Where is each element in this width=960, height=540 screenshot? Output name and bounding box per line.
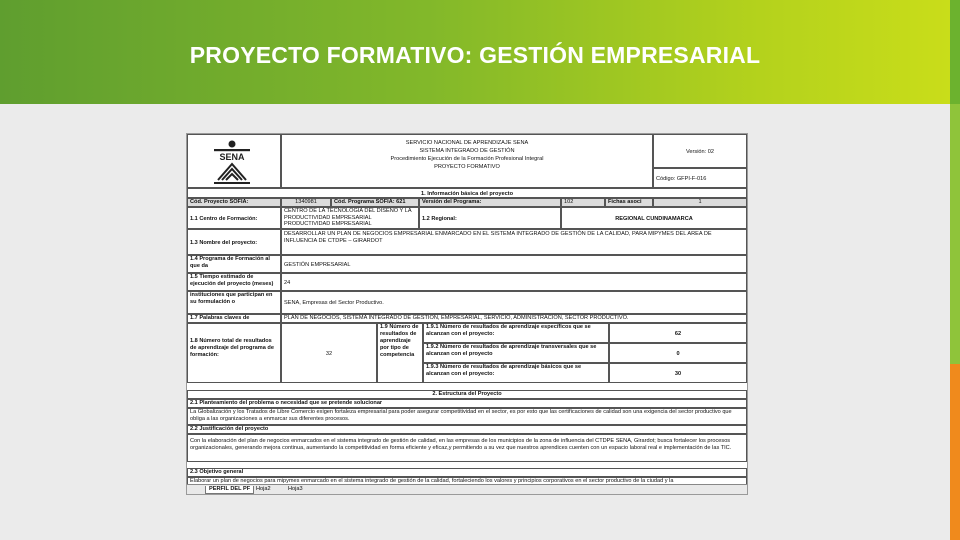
r192-value: 0	[609, 343, 747, 363]
header-text-cell	[281, 134, 653, 188]
programa-value: GESTIÓN EMPRESARIAL	[281, 255, 747, 273]
logo-cell	[187, 134, 281, 188]
r191-label: 1.9.1 Número de resultados de aprendizaje específicos que se alcanzan con el proyecto:	[423, 323, 609, 343]
side-accent-top	[950, 0, 960, 104]
empresas-value: SENA, Empresas del Sector Productivo.	[281, 291, 747, 314]
centro-label: 1.1 Centro de Formación:	[187, 207, 281, 229]
version-programa-label: Versión del Programa:	[419, 198, 561, 207]
slide-title: PROYECTO FORMATIVO: GESTIÓN EMPRESARIAL	[189, 42, 761, 68]
section-1-title: 1. Información básica del proyecto	[187, 188, 747, 198]
version-programa-value: 102	[561, 198, 605, 207]
regional-label: 1.2 Regional:	[419, 207, 561, 229]
programa-label: 1.4 Programa de Formación al que da	[187, 255, 281, 273]
r193-label: 1.9.3 Número de resultados de aprendizaje básicos que se alcanzan con el proyecto:	[423, 363, 609, 383]
sheet-tabs	[187, 484, 747, 494]
r191-value: 62	[609, 323, 747, 343]
resultados-label: 1.8 Número total de resultados de aprendizaje del programa de formación:	[187, 323, 281, 383]
nombre-value: DESARROLLAR UN PLAN DE NEGOCIOS EMPRESARIAL ENMARCADO EN EL SISTEMA INTEGRADO DE GESTIÓN DE LA CALIDAD, PARA MIPYMES DEL AREA DE INFLUENCIA DE CTDPE – GIRARDOT	[281, 229, 747, 255]
s22-text: Con la elaboración del plan de negocios enmarcados en el sistema integrado de gestión de calidad, en las empresas de los municipios de la zona de influencia del CTDPE SENA, Girardot; busca fortalecer los procesos organizacionales, generando mejora continua, aumentando la competitividad en forma eficiente y eficaz,y permitiendo a su vez que nuestros aprendices cuenten con un espacio laboral real e implementación de las TIC.	[187, 434, 747, 462]
palabras-value: PLAN DE NEGOCIOS, SISTEMA INTEGRADO DE GESTIÓN, EMPRESARIAL, SERVICIO, ADMINISTRACIÓN, SECTOR PRODUCTIVO.	[281, 314, 747, 323]
tipo-competencia-label: 1.9 Número de resultados de aprendizaje por tipo de competencia	[377, 323, 423, 383]
fichas-value: 1	[653, 198, 747, 207]
r193-value: 30	[609, 363, 747, 383]
s21-title: 2.1 Planteamiento del problema o necesidad que se pretende solucionar	[187, 399, 747, 408]
fichas-label: Fichas asoci	[605, 198, 653, 207]
palabras-label: 1.7 Palabras claves de	[187, 314, 281, 323]
logo-text: SENA	[219, 152, 245, 162]
tab-hoja2[interactable]: Hoja2	[256, 486, 271, 492]
code-cell: Código: GFPI-F-016	[653, 168, 747, 188]
header-line-2: SISTEMA INTEGRADO DE GESTIÓN	[419, 148, 515, 154]
s23-title: 2.3 Objetivo general	[187, 468, 747, 477]
version-cell: Versión: 02	[653, 134, 747, 168]
header-line-1: SERVICIO NACIONAL DE APRENDIZAJE SENA	[405, 140, 529, 146]
header-line-4: PROYECTO FORMATIVO	[434, 164, 500, 170]
s22-title: 2.2 Justificación del proyecto	[187, 425, 747, 434]
cod-proyecto-value: 1340981	[281, 198, 331, 207]
regional-value: REGIONAL CUNDINAMARCA	[561, 207, 747, 229]
s21-text: La Globalización y los Tratados de Libre Comercio exigen fortaleza empresarial para poder asegurar competitividad en el sector, es por esto que las certificaciones de calidad son una exigencia del sector productivo que obliga a las organizaciones a enmarcar sus diferentes procesos.	[187, 408, 747, 425]
side-accent-bar	[950, 0, 960, 540]
title-banner	[0, 0, 950, 104]
empresas-label: instituciones que participan en su formulación o	[187, 291, 281, 314]
nombre-label: 1.3 Nombre del proyecto:	[187, 229, 281, 255]
centro-value: CENTRO DE LA TECNOLOGIA DEL DISEÑO Y LA PRODUCTIVIDAD EMPRESARIAL PRODUCTIVIDAD EMPRESARIAL	[281, 207, 419, 229]
tiempo-value: 24	[281, 273, 747, 291]
side-accent-mid	[950, 104, 960, 364]
cod-proyecto-label: Cód. Proyecto SOFIA:	[187, 198, 281, 207]
resultados-value: 32	[281, 323, 377, 383]
s23-text: Elaborar un plan de negocios para mipymes enmarcado en el sistema integrado de gestión de la calidad, fortaleciendo los valores y principios corporativos en el sector productivo de la ciudad y la	[187, 477, 747, 485]
r192-label: 1.9.2 Número de resultados de aprendizaje transversales que se alcanzan con el proyecto	[423, 343, 609, 363]
header-line-3: Procedimiento Ejecución de la Formación Profesional Integral	[390, 156, 544, 162]
tab-perfil[interactable]: PERFIL DEL PF	[205, 486, 254, 494]
sena-logo-icon	[210, 136, 256, 188]
tiempo-label: 1.5 Tiempo estimado de ejecución del proyecto (meses)	[187, 273, 281, 291]
section-2-title: 2. Estructura del Proyecto	[187, 390, 747, 399]
tab-hoja3[interactable]: Hoja3	[288, 486, 303, 492]
spreadsheet-screenshot	[186, 133, 748, 495]
cod-programa-label: Cód. Programa SOFIA: 621	[331, 198, 419, 207]
